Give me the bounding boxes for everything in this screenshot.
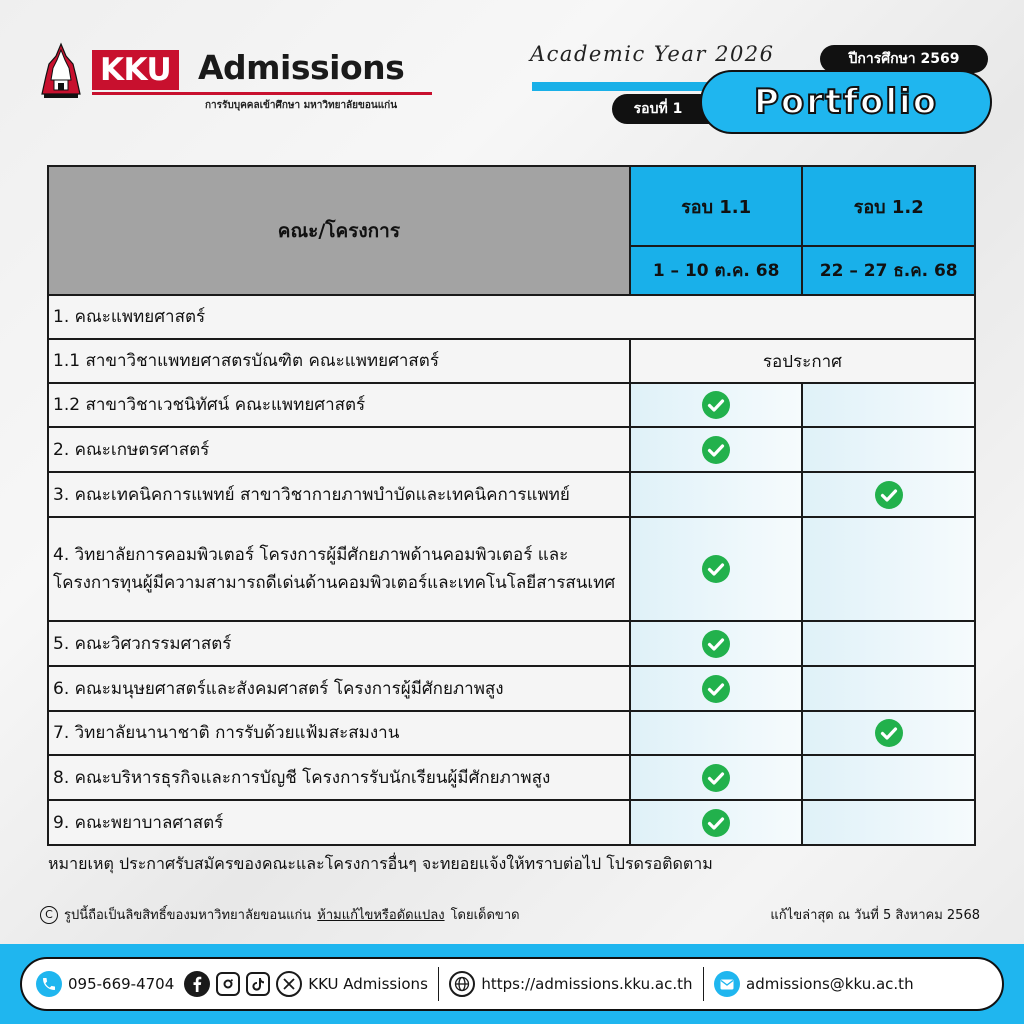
phone-icon — [36, 971, 62, 997]
round-1-2-cell — [802, 472, 975, 517]
social-links — [184, 971, 428, 997]
table-row — [48, 800, 975, 845]
table-row — [48, 621, 975, 666]
faculty-name: 3. คณะเทคนิคการแพทย์ สาขาวิชากายภาพบำบัดและเทคนิคการแพทย์ — [48, 472, 630, 517]
phone-contact[interactable] — [36, 971, 174, 997]
faculty-name: 9. คณะพยาบาลศาสตร์ — [48, 800, 630, 845]
check-icon — [701, 390, 731, 420]
mail-icon — [714, 971, 740, 997]
table-row — [48, 339, 975, 383]
brand-subtitle: การรับบุคคลเข้าศึกษา มหาวิทยาลัยขอนแก่น — [205, 100, 398, 111]
check-icon — [701, 554, 731, 584]
social-name: KKU Admissions — [308, 975, 428, 993]
round-1-1-cell — [630, 755, 803, 800]
note-text: หมายเหตุ ประกาศรับสมัครของคณะและโครงการอื่นๆ จะทยอยแจ้งให้ทราบต่อไป โปรดรอติดตาม — [48, 854, 713, 873]
footer-divider — [703, 967, 705, 1001]
round-1-2-header: รอบ 1.2 — [802, 166, 975, 246]
admissions-table — [47, 165, 976, 846]
check-icon — [701, 763, 731, 793]
globe-icon — [449, 971, 475, 997]
copyright-prefix: รูปนี้ถือเป็นลิขสิทธิ์ของมหาวิทยาลัยขอนแก่น — [64, 908, 312, 923]
copyright-line — [40, 904, 520, 925]
round-1-1-cell — [630, 427, 803, 472]
x-icon[interactable] — [276, 971, 302, 997]
faculty-name: 1.2 สาขาวิชาเวชนิทัศน์ คณะแพทยศาสตร์ — [48, 383, 630, 427]
round-1-1-cell — [630, 472, 803, 517]
check-icon — [701, 435, 731, 465]
faculty-name: 7. วิทยาลัยนานาชาติ การรับด้วยแฟ้มสะสมงาน — [48, 711, 630, 755]
website-url: https://admissions.kku.ac.th — [481, 975, 693, 993]
brand-kku-box — [92, 50, 179, 90]
table-row — [48, 295, 975, 339]
round-1-2-cell — [802, 666, 975, 711]
round-1-2-cell — [802, 800, 975, 845]
round-1-2-cell — [802, 755, 975, 800]
portfolio-badge — [700, 70, 992, 134]
brand-kku: KKU — [100, 52, 172, 88]
brand-admissions: Admissions — [198, 48, 405, 87]
portfolio-label: Portfolio — [753, 82, 939, 122]
brand-underline — [92, 92, 432, 95]
facebook-icon[interactable] — [184, 971, 210, 997]
round-1-1-cell — [630, 621, 803, 666]
round-1-2-cell — [802, 711, 975, 755]
faculty-header: คณะ/โครงการ — [48, 166, 630, 295]
academic-year: Academic Year 2026 — [530, 42, 775, 66]
table-row — [48, 711, 975, 755]
faculty-name: 1. คณะแพทยศาสตร์ — [48, 295, 975, 339]
faculty-name: 5. คณะวิศวกรรมศาสตร์ — [48, 621, 630, 666]
email-link[interactable] — [714, 971, 914, 997]
last-updated: แก้ไขล่าสุด ณ วันที่ 5 สิงหาคม 2568 — [770, 908, 980, 923]
contact-bar — [20, 957, 1004, 1011]
faculty-name: 2. คณะเกษตรศาสตร์ — [48, 427, 630, 472]
table-row — [48, 427, 975, 472]
round-1-1-cell — [630, 800, 803, 845]
check-icon — [701, 808, 731, 838]
tiktok-icon[interactable] — [246, 972, 270, 996]
copyright-icon: C — [40, 906, 58, 924]
round-1-1-cell — [630, 666, 803, 711]
table-body — [48, 295, 975, 845]
round-1-2-cell — [802, 621, 975, 666]
table-row — [48, 755, 975, 800]
round-1-2-cell — [802, 517, 975, 621]
round-1-1-cell — [630, 711, 803, 755]
round-badge: รอบที่ 1 — [612, 94, 732, 124]
faculty-name: 1.1 สาขาวิชาแพทยศาสตรบัณฑิต คณะแพทยศาสตร์ — [48, 339, 630, 383]
table-row — [48, 472, 975, 517]
faculty-name: 6. คณะมนุษยศาสตร์และสังคมศาสตร์ โครงการผู้มีศักยภาพสูง — [48, 666, 630, 711]
phone-number: 095-669-4704 — [68, 975, 175, 993]
instagram-icon[interactable] — [216, 972, 240, 996]
footer-divider — [438, 967, 440, 1001]
table-row — [48, 517, 975, 621]
email-address: admissions@kku.ac.th — [746, 975, 914, 993]
round-1-2-cell — [802, 383, 975, 427]
faculty-name: 8. คณะบริหารธุรกิจและการบัญชี โครงการรับนักเรียนผู้มีศักยภาพสูง — [48, 755, 630, 800]
check-icon — [874, 480, 904, 510]
check-icon — [701, 674, 731, 704]
kku-seal-logo — [40, 42, 82, 100]
round-1-1-cell — [630, 383, 803, 427]
round-1-1-cell — [630, 517, 803, 621]
check-icon — [701, 629, 731, 659]
copyright-suffix: โดยเด็ดขาด — [450, 908, 520, 923]
thai-year-badge: ปีการศึกษา 2569 — [820, 45, 988, 73]
round-1-2-cell — [802, 427, 975, 472]
copyright-underlined: ห้ามแก้ไขหรือดัดแปลง — [317, 908, 445, 923]
status-pending: รอประกาศ — [630, 339, 975, 383]
table-row — [48, 383, 975, 427]
table-row — [48, 666, 975, 711]
round-1-1-header: รอบ 1.1 — [630, 166, 803, 246]
round-1-2-date: 22 – 27 ธ.ค. 68 — [802, 246, 975, 295]
faculty-name: 4. วิทยาลัยการคอมพิวเตอร์ โครงการผู้มีศักยภาพด้านคอมพิวเตอร์ และโครงการทุนผู้มีความสามารถดีเด่นด้านคอมพิวเตอร์และเทคโนโลยีสารสนเทศ — [48, 517, 630, 621]
website-link[interactable] — [449, 971, 692, 997]
round-1-1-date: 1 – 10 ต.ค. 68 — [630, 246, 803, 295]
check-icon — [874, 718, 904, 748]
